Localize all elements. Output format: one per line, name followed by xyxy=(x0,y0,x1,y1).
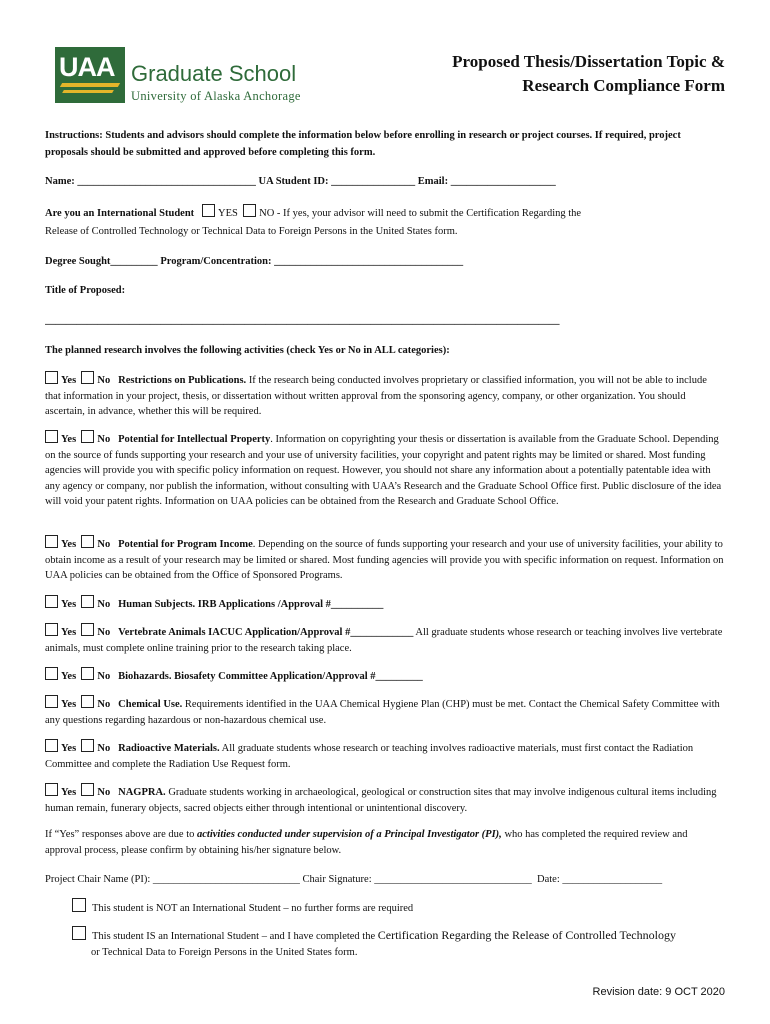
activity-label: NAGPRA. xyxy=(118,787,166,798)
activity-publications xyxy=(45,371,725,420)
yes-checkbox[interactable] xyxy=(45,595,58,608)
title-of-proposed-input[interactable]: __________________________________________________________________________________________________ xyxy=(45,315,560,326)
international-confirm xyxy=(72,926,722,961)
yes-checkbox[interactable] xyxy=(45,535,58,548)
yes-label: Yes xyxy=(61,743,77,754)
activity-radioactive xyxy=(45,739,725,772)
activity-label: Vertebrate Animals IACUC Application/Approval #____________ xyxy=(118,627,414,638)
degree-fields xyxy=(45,254,725,270)
yes-checkbox[interactable] xyxy=(45,667,58,680)
yes-label: Yes xyxy=(61,699,77,710)
activity-label: Restrictions on Publications. xyxy=(118,375,247,386)
instructions: Instructions: Students and advisors should complete the information below before enrolling in research or project courses. If required, project proposals should be submitted and approved before completing this form. xyxy=(45,130,681,158)
pi-note-pre: If “Yes” responses above are due to xyxy=(45,829,198,840)
activity-description: All graduate students whose research or teaching involves radioactive materials, must first contact the Radiation Committee and complete the Radiation Use Request form. xyxy=(45,743,694,770)
yes-label: Yes xyxy=(61,599,77,610)
activities-heading: The planned research involves the following activities (check Yes or No in ALL categories): xyxy=(45,345,450,356)
not-international-checkbox[interactable] xyxy=(72,898,86,912)
international-no-checkbox[interactable] xyxy=(243,204,256,217)
activity-description: Requirements identified in the UAA Chemical Hygiene Plan (CHP) must be met. Contact the Chemical Safety Committee with any questions regarding hazardous or non-hazardous chemical use. xyxy=(45,699,720,726)
uaa-logo xyxy=(55,47,330,107)
international-no-label: NO - If yes, your advisor will need to submit the Certification Regarding the xyxy=(259,208,582,219)
chair-signature-field[interactable]: Chair Signature: ______________________________ xyxy=(302,874,532,885)
form-title xyxy=(452,50,725,98)
pi-note-emphasis: activities conducted under supervision of a Principal Investigator (PI), xyxy=(197,829,502,840)
international-note: Release of Controlled Technology or Technical Data to Foreign Persons in the United States form. xyxy=(45,226,458,237)
email-field[interactable]: Email: ____________________ xyxy=(417,176,556,187)
international-label: Are you an International Student xyxy=(45,208,195,219)
pi-note-post: who has completed the required review and approval process, please confirm by obtaining his/her signature below. xyxy=(45,829,688,856)
logo-university-name: University of Alaska Anchorage xyxy=(131,89,301,103)
yes-label: Yes xyxy=(61,787,77,798)
activity-description: All graduate students whose research or teaching involves live vertebrate animals, must complete online training prior to the research taking place. xyxy=(45,627,723,654)
activity-human-subjects xyxy=(45,595,725,613)
no-label: No xyxy=(97,434,111,445)
activity-label: Potential for Program Income xyxy=(118,539,253,550)
activity-program-income xyxy=(45,535,725,584)
activity-chemical-use xyxy=(45,695,725,728)
certification-form-name: Certification Regarding the Release of Controlled Technology xyxy=(377,928,676,942)
international-question xyxy=(45,204,725,241)
signature-row xyxy=(45,872,725,888)
activity-nagpra xyxy=(45,783,725,816)
name-field[interactable]: Name: __________________________________ xyxy=(45,176,256,187)
no-checkbox[interactable] xyxy=(81,695,94,708)
certification-form-name-cont: or Technical Data to Foreign Persons in the United States form. xyxy=(91,947,358,958)
no-label: No xyxy=(97,699,111,710)
yes-label: Yes xyxy=(61,434,77,445)
no-checkbox[interactable] xyxy=(81,739,94,752)
no-label: No xyxy=(97,627,111,638)
chair-name-field[interactable]: Project Chair Name (PI): ____________________________ xyxy=(45,874,300,885)
activity-description: Graduate students working in archaeological, geological or construction sites that may involve indigenous cultural items including human remain, funerary objects, sacred objects either through intentional or unintentional discovery. xyxy=(45,787,717,814)
yes-checkbox[interactable] xyxy=(45,623,58,636)
uaa-logo-mark xyxy=(55,47,125,103)
no-checkbox[interactable] xyxy=(81,783,94,796)
activity-biohazards xyxy=(45,667,725,685)
pi-supervision-note xyxy=(45,827,725,859)
yes-checkbox[interactable] xyxy=(45,739,58,752)
yes-label: Yes xyxy=(61,671,77,682)
no-checkbox[interactable] xyxy=(81,623,94,636)
activity-label: Biohazards. Biosafety Committee Application/Approval #_________ xyxy=(118,671,423,682)
no-checkbox[interactable] xyxy=(81,667,94,680)
student-id-field[interactable]: UA Student ID: ________________ xyxy=(258,176,416,187)
international-yes-label: YES xyxy=(218,208,238,219)
degree-sought-field[interactable]: Degree Sought_________ xyxy=(45,256,158,267)
international-confirm-checkbox[interactable] xyxy=(72,926,86,940)
activity-intellectual-property xyxy=(45,430,725,510)
no-label: No xyxy=(97,787,111,798)
international-confirm-text: This student IS an International Student – and I have completed the xyxy=(92,931,378,942)
no-checkbox[interactable] xyxy=(81,535,94,548)
yes-label: Yes xyxy=(61,375,77,386)
not-international-text: This student is NOT an International Student – no further forms are required xyxy=(92,903,414,914)
no-label: No xyxy=(97,375,111,386)
form-title-line1: Proposed Thesis/Dissertation Topic & xyxy=(452,52,725,71)
program-field[interactable]: Program/Concentration: ____________________________________ xyxy=(160,256,464,267)
activity-description: . Information on copyrighting your thesis or dissertation is available from the Graduate School. Depending on the source of funds supporting your research and your use of university facilities, your copyright and patent rights may be limited or shared. Most funding agencies will provide you with specific policy information on request. However, you should not share any information about a potentially patentable idea with any agency or company, nor publish the information, without consulting with UAA’s Research and the Graduate School Office first. Public disclosure of the idea will void your patent rights. Information on UAA policies can be obtained from the Research and Graduate School Office. xyxy=(45,434,722,507)
no-label: No xyxy=(97,599,111,610)
logo-mark-text: UAA xyxy=(59,52,115,82)
no-label: No xyxy=(97,539,111,550)
no-checkbox[interactable] xyxy=(81,430,94,443)
no-checkbox[interactable] xyxy=(81,595,94,608)
yes-checkbox[interactable] xyxy=(45,371,58,384)
yes-label: Yes xyxy=(61,627,77,638)
yes-checkbox[interactable] xyxy=(45,783,58,796)
form-title-line2: Research Compliance Form xyxy=(522,76,725,95)
activity-label: Potential for Intellectual Property xyxy=(118,434,271,445)
no-label: No xyxy=(97,671,111,682)
yes-label: Yes xyxy=(61,539,77,550)
activity-label: Human Subjects. IRB Applications /Approval #__________ xyxy=(118,599,384,610)
activity-label: Radioactive Materials. xyxy=(118,743,220,754)
no-label: No xyxy=(97,743,111,754)
not-international-confirm xyxy=(72,898,722,917)
activity-vertebrate-animals xyxy=(45,623,725,656)
international-yes-checkbox[interactable] xyxy=(202,204,215,217)
title-of-proposed-label: Title of Proposed: xyxy=(45,285,126,296)
logo-school-name: Graduate School xyxy=(131,61,297,86)
yes-checkbox[interactable] xyxy=(45,430,58,443)
yes-checkbox[interactable] xyxy=(45,695,58,708)
no-checkbox[interactable] xyxy=(81,371,94,384)
activity-description: . Depending on the source of funds supporting your research and your use of university facilities, your ability to obtain income as a result of your research may be limited or shared. Most funding agencies will provide you with specific information on request. Information on UAA policies can be obtained from the Office of Sponsored Programs. xyxy=(45,539,724,581)
activity-label: Chemical Use. xyxy=(118,699,183,710)
revision-date: Revision date: 9 OCT 2020 xyxy=(592,986,725,998)
date-field[interactable]: Date: ___________________ xyxy=(537,874,663,885)
activity-description: If the research being conducted involves proprietary or classified information, you will not be able to include that information in your project, thesis, or dissertation without written approval from the sponsoring agency, company, or other organization. You should ascertain, in advance, whether this will be required. xyxy=(45,375,707,417)
identity-fields xyxy=(45,174,725,190)
